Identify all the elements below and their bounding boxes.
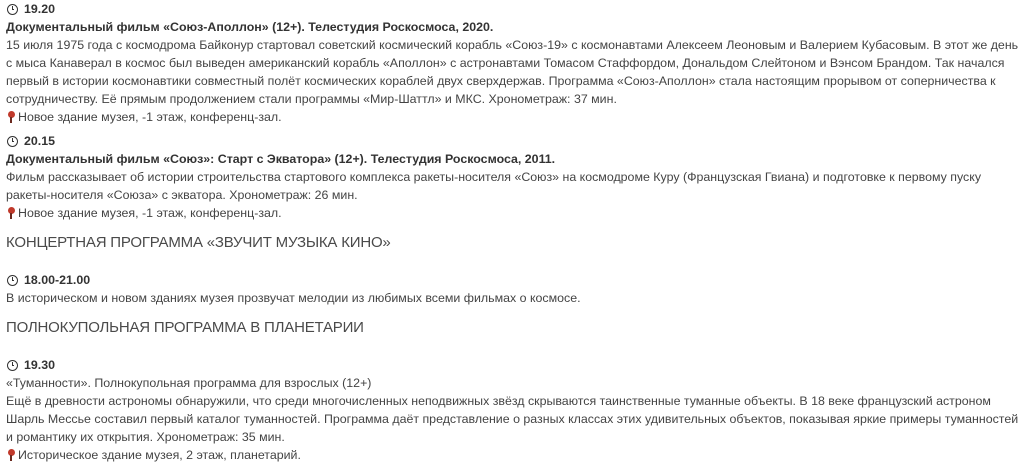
event-title: Документальный фильм «Союз-Аполлон» (12+). Телестудия Роскосмоса, 2020. <box>6 20 494 34</box>
event-title: Документальный фильм «Союз»: Старт с Экватора» (12+). Телестудия Роскосмоса, 2011. <box>6 152 556 166</box>
event-description: Ещё в древности астрономы обнаружили, что среди многочисленных неподвижных звёзд скрываются таинственные туманные объекты. В 18 веке французский астроном Шарль Мессье составил первый каталог туманностей. Программа даёт представление о разных классах этих удивительных объектов, показывая яркие примеры туманностей и романтику их открытия. Хронометраж: 35 мин. <box>6 394 1019 444</box>
planetarium-event <box>6 356 1020 464</box>
event-description: Фильм рассказывает об истории строительства стартового комплекса ракеты-носителя «Союз» на космодроме Куру (Французская Гвиана) и подготовке к первому пуску ракеты-носителя «Союза» с экватора. Хронометраж: 26 мин. <box>6 170 982 202</box>
map-pin-icon <box>7 207 15 219</box>
event-time: 19.30 <box>24 358 56 372</box>
event-time: 18.00-21.00 <box>24 273 91 287</box>
event-time-row <box>6 132 1020 150</box>
map-pin-icon <box>7 111 15 123</box>
event-location-text: Новое здание музея, -1 этаж, конференц-зал. <box>18 110 282 124</box>
event-location <box>6 446 1020 464</box>
clock-icon <box>7 360 18 371</box>
clock-icon <box>7 4 18 15</box>
event-location <box>6 204 1020 222</box>
concert-event <box>6 271 1020 307</box>
clock-icon <box>7 275 18 286</box>
event-description: В историческом и новом зданиях музея прозвучат мелодии из любимых всеми фильмах о космосе. <box>6 291 581 305</box>
clock-icon <box>7 136 18 147</box>
map-pin-icon <box>7 449 15 461</box>
event-time-row <box>6 356 1020 374</box>
event-description: 15 июля 1975 года с космодрома Байконур стартовал советский космический корабль «Союз-19» с космонавтами Алексеем Леоновым и Валерием Кубасовым. В этот же день с мыса Канаверал в космос был выведен американский корабль «Аполлон» с астронавтами Томасом Стаффордом, Дональдом Слейтоном и Вэнсом Брандом. Так начался первый в истории космонавтики совместный полёт космических кораблей двух сверхдержав. Программа «Союз-Аполлон» стала настоящим прорывом от соперничества к сотрудничеству. Её прямым продолжением стали программы «Мир-Шаттл» и МКС. Хронометраж: 37 мин. <box>6 38 1019 106</box>
event-time-row <box>6 0 1020 18</box>
section-heading-concert: КОНЦЕРТНАЯ ПРОГРАММА «ЗВУЧИТ МУЗЫКА КИНО» <box>6 234 391 251</box>
event-time: 20.15 <box>24 134 56 148</box>
event-location-text: Новое здание музея, -1 этаж, конференц-зал. <box>18 206 282 220</box>
event-19-20 <box>6 0 1020 126</box>
section-heading-planetarium: ПОЛНОКУПОЛЬНАЯ ПРОГРАММА В ПЛАНЕТАРИИ <box>6 319 364 336</box>
event-time: 19.20 <box>24 2 56 16</box>
event-subtitle: «Туманности». Полнокупольная программа для взрослых (12+) <box>6 376 372 390</box>
event-time-row <box>6 271 1020 289</box>
event-20-15 <box>6 132 1020 222</box>
event-location <box>6 108 1020 126</box>
event-location-text: Историческое здание музея, 2 этаж, планетарий. <box>18 448 301 462</box>
